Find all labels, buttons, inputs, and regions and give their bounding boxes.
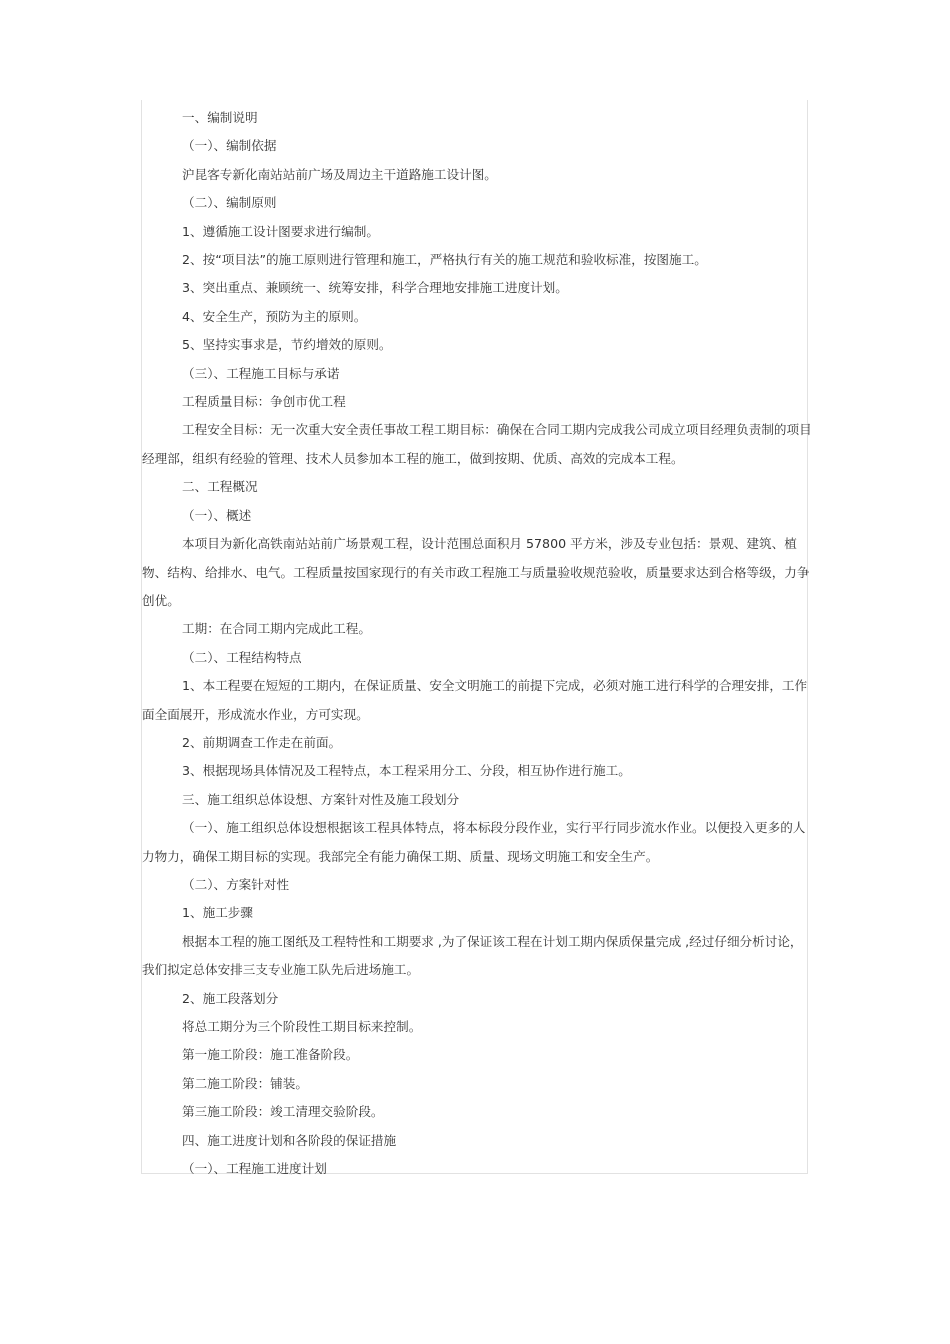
paragraph: 工程安全目标：无一次重大安全责任事故工程工期目标：确保在合同工期内完成我公司成立项目经理负责制的项目经理部，组织有经验的管理、技术人员参加本工程的施工，做到按期、优质、高效的完成本工程。 [142, 422, 812, 466]
subsection-heading: （三）、工程施工目标与承诺 [182, 365, 340, 381]
subsection-heading: （一）、工程施工进度计划 [182, 1161, 327, 1177]
paragraph: （一）、施工组织总体设想根据该工程具体特点，将本标段分段作业，实行平行同步流水作业。以便投入更多的人力物力，确保工期目标的实现。我部完全有能力确保工期、质量、现场文明施工和安全生产。 [142, 820, 806, 864]
subsection-heading: （二）、工程结构特点 [182, 649, 302, 665]
document-body [142, 104, 812, 1183]
section-heading: 二、工程概况 [182, 479, 258, 495]
list-item: 3、突出重点、兼顾统一、统筹安排，科学合理地安排施工进度计划。 [182, 280, 568, 296]
list-item: 5、坚持实事求是，节约增效的原则。 [182, 337, 392, 353]
paragraph: 工程质量目标：争创市优工程 [182, 394, 346, 410]
paragraph: 根据本工程的施工图纸及工程特性和工期要求 ,为了保证该工程在计划工期内保质保量完成 ,经过仔细分析讨论，我们拟定总体安排三支专业施工队先后进场施工。 [142, 933, 803, 978]
subsection-heading: （二）、方案针对性 [182, 876, 290, 892]
paragraph: 第三施工阶段：竣工清理交验阶段。 [182, 1104, 384, 1120]
section-heading: 三、施工组织总体设想、方案针对性及施工段划分 [182, 791, 460, 807]
paragraph: 工期：在合同工期内完成此工程。 [182, 621, 371, 637]
list-item: 1、施工步骤 [182, 905, 253, 921]
list-item: 2、按“项目法”的施工原则进行管理和施工，严格执行有关的施工规范和验收标准，按图施工。 [182, 252, 707, 268]
list-item: 4、安全生产，预防为主的原则。 [182, 308, 367, 324]
subsection-heading: （一）、编制依据 [182, 138, 277, 154]
list-item: 1、本工程要在短短的工期内，在保证质量、安全文明施工的前提下完成，必须对施工进行科学的合理安排，工作面全面展开，形成流水作业，方可实现。 [142, 678, 808, 722]
subsection-heading: （二）、编制原则 [182, 195, 277, 211]
list-item: 3、根据现场具体情况及工程特点，本工程采用分工、分段，相互协作进行施工。 [182, 763, 631, 779]
paragraph: 沪昆客专新化南站站前广场及周边主干道路施工设计图。 [182, 166, 497, 182]
paragraph: 将总工期分为三个阶段性工期目标来控制。 [182, 1019, 422, 1034]
paragraph: 第一施工阶段：施工准备阶段。 [182, 1047, 359, 1063]
section-heading: 四、施工进度计划和各阶段的保证措施 [182, 1132, 397, 1148]
section-heading: 一、编制说明 [182, 110, 258, 125]
paragraph: 本项目为新化高铁南站站前广场景观工程，设计范围总面积月 57800 平方米，涉及专业包括：景观、建筑、植物、结构、给排水、电气。工程质量按国家现行的有关市政工程施工与质量验收规范验收，质量要求达到合格等级，力争创优。 [142, 536, 810, 608]
list-item: 2、施工段落划分 [182, 990, 279, 1006]
list-item: 2、前期调查工作走在前面。 [182, 734, 342, 750]
subsection-heading: （一）、概述 [182, 507, 252, 523]
paragraph: 第二施工阶段：铺装。 [182, 1075, 308, 1091]
list-item: 1、遵循施工设计图要求进行编制。 [182, 223, 379, 239]
